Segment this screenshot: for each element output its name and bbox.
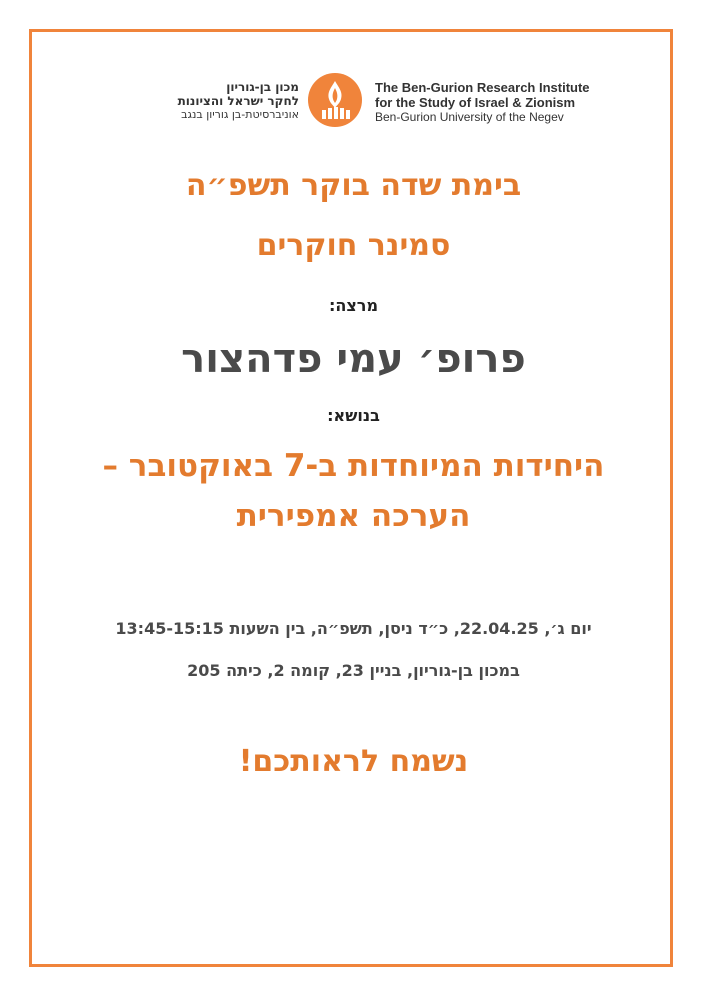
institute-logo (0, 72, 707, 132)
topic-title-line1: היחידות המיוחדות ב-7 באוקטובר – (102, 448, 605, 484)
seminar-type-title: סמינר חוקרים (256, 228, 451, 263)
event-series-title: בימת שדה בוקר תשפ״ה (185, 168, 522, 203)
topic-title-line2: הערכה אמפירית (236, 498, 471, 534)
logo-hebrew-line2: לחקר ישראל והציונות (177, 94, 299, 108)
event-date-time: יום ג׳, 22.04.25, כ״ד ניסן, תשפ״ה, בין השעות 13:45-15:15 (115, 619, 592, 638)
topic-label: בנושא: (327, 406, 380, 425)
lecturer-label: מרצה: (328, 296, 379, 315)
logo-hebrew-text (178, 80, 299, 122)
logo-english-text (375, 80, 590, 125)
logo-hebrew-line1: מכון בן-גוריון (226, 80, 299, 94)
closing-message: נשמח לראותכם! (238, 744, 469, 779)
logo-english-line1: The Ben-Gurion Research Institute (375, 80, 590, 95)
logo-english-line2: for the Study of Israel & Zionism (375, 95, 576, 110)
logo-hebrew-line3: אוניברסיטת-בן גוריון בנגב (181, 108, 299, 121)
lecturer-name: פרופ׳ עמי פדהצור (181, 336, 526, 382)
flame-emblem-icon (307, 72, 363, 128)
event-location: במכון בן-גוריון, בניין 23, קומה 2, כיתה 205 (187, 661, 520, 680)
logo-english-line3: Ben-Gurion University of the Negev (375, 110, 564, 124)
